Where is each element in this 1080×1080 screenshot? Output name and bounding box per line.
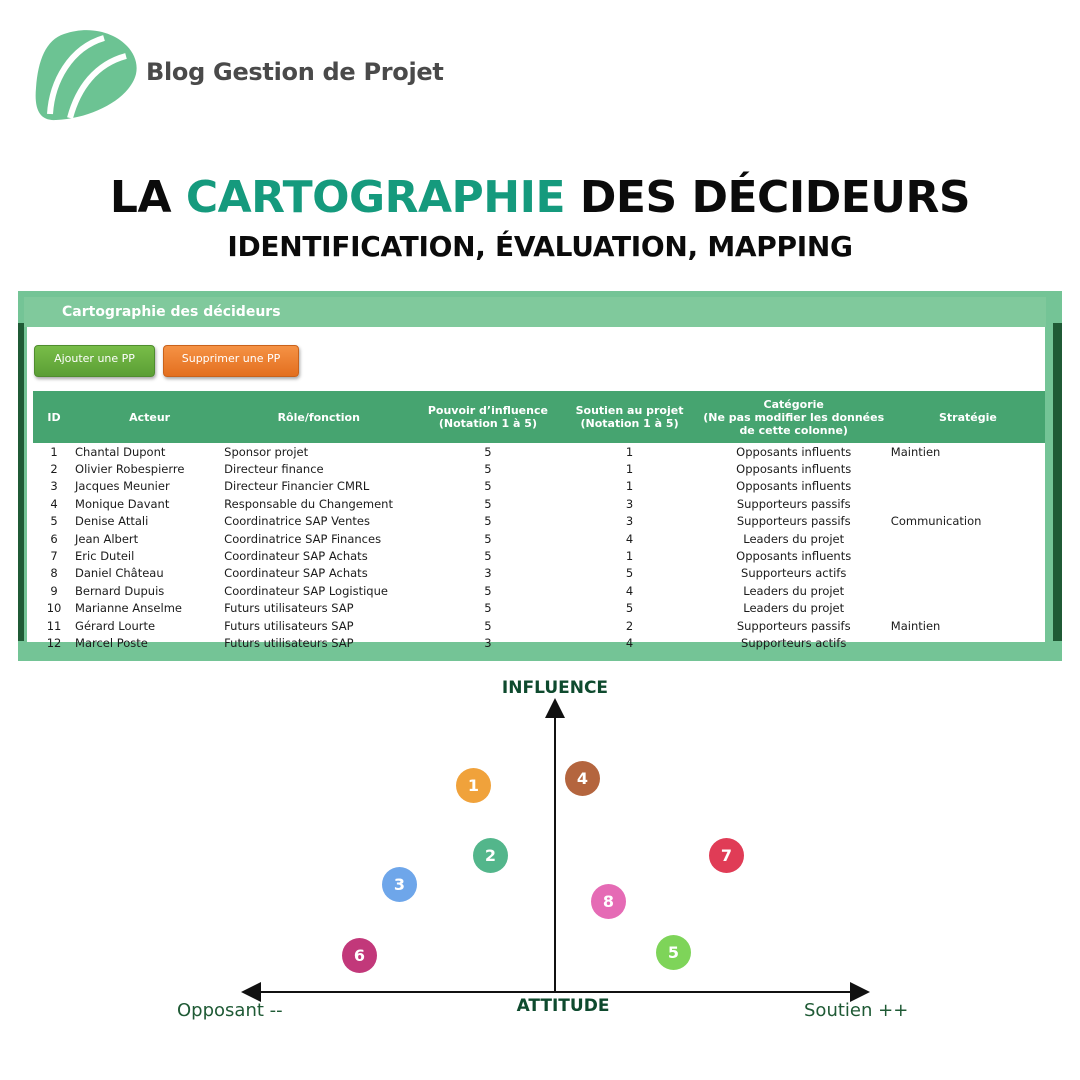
stakeholder-map <box>0 670 1080 1070</box>
table-row <box>33 634 1045 651</box>
cell-id: 9 <box>50 583 58 598</box>
cell-soutien: 2 <box>625 618 634 633</box>
cell-acteur: Marcel Poste <box>75 635 148 650</box>
cell-id: 7 <box>50 549 58 564</box>
cell-role: Coordinatrice SAP Finances <box>224 531 382 546</box>
col-header-acteur: Acteur <box>75 391 224 443</box>
cell-role: Directeur Financier CMRL <box>224 479 370 494</box>
map-point-2: 2 <box>473 838 508 873</box>
x-axis-label: ATTITUDE <box>516 996 610 1016</box>
title-part-2: DES DÉCIDEURS <box>579 172 971 223</box>
cell-soutien: 3 <box>625 496 634 511</box>
spreadsheet-panel <box>18 291 1062 661</box>
cell-soutien: 4 <box>625 531 634 546</box>
cell-role: Responsable du Changement <box>224 496 393 511</box>
cell-acteur: Monique Davant <box>75 496 170 511</box>
cell-pouvoir: 5 <box>484 531 492 546</box>
cell-strategie <box>891 565 1045 582</box>
cell-categorie: Supporteurs passifs <box>736 618 851 633</box>
cell-strategie: Maintien <box>890 618 941 633</box>
cell-id: 6 <box>50 531 58 546</box>
panel-edge-right <box>1053 323 1062 641</box>
cell-soutien: 1 <box>625 462 634 477</box>
table-header-row <box>33 391 1045 443</box>
table-row <box>33 443 1045 460</box>
cell-categorie: Leaders du projet <box>743 601 845 616</box>
cell-pouvoir: 5 <box>484 496 492 511</box>
table-row <box>33 600 1045 617</box>
cell-id: 12 <box>46 635 62 650</box>
panel-edge-left <box>18 323 24 641</box>
map-point-6: 6 <box>342 938 377 973</box>
cell-pouvoir: 5 <box>484 444 492 459</box>
col-header-categorie-line1: Catégorie <box>763 397 824 411</box>
col-header-pouvoir <box>413 391 562 443</box>
map-point-4: 4 <box>565 761 600 796</box>
col-header-soutien-line1: Soutien au projet <box>575 404 684 417</box>
cell-role: Futurs utilisateurs SAP <box>224 635 354 650</box>
cell-acteur: Denise Attali <box>75 514 149 529</box>
table-row <box>33 565 1045 582</box>
cell-role: Coordinateur SAP Achats <box>224 549 368 564</box>
cell-id: 11 <box>46 618 62 633</box>
cell-id: 10 <box>46 601 62 616</box>
cell-role: Coordinatrice SAP Ventes <box>224 514 370 529</box>
table-row <box>33 582 1045 599</box>
cell-strategie <box>891 478 1045 495</box>
cell-role: Coordinateur SAP Logistique <box>224 583 388 598</box>
cell-categorie: Leaders du projet <box>743 583 845 598</box>
cell-acteur: Marianne Anselme <box>75 601 182 616</box>
map-point-1: 1 <box>456 768 491 803</box>
cell-acteur: Olivier Robespierre <box>75 462 185 477</box>
cell-categorie: Supporteurs passifs <box>736 514 851 529</box>
cell-acteur: Bernard Dupuis <box>75 583 165 598</box>
table-row <box>33 495 1045 512</box>
col-header-categorie-line3: de cette colonne) <box>739 423 848 437</box>
table-row <box>33 513 1045 530</box>
cell-soutien: 5 <box>625 566 634 581</box>
cell-categorie: Opposants influents <box>736 462 852 477</box>
cell-pouvoir: 5 <box>484 479 492 494</box>
cell-role: Coordinateur SAP Achats <box>224 566 368 581</box>
blog-logo-icon <box>34 26 144 124</box>
cell-acteur: Jean Albert <box>75 531 139 546</box>
cell-soutien: 5 <box>625 601 634 616</box>
add-stakeholder-button[interactable]: Ajouter une PP <box>34 345 155 377</box>
cell-categorie: Opposants influents <box>736 479 852 494</box>
cell-pouvoir: 5 <box>484 618 492 633</box>
page-subtitle: IDENTIFICATION, ÉVALUATION, MAPPING <box>227 230 853 263</box>
cell-pouvoir: 5 <box>484 549 492 564</box>
cell-id: 8 <box>50 566 58 581</box>
cell-pouvoir: 5 <box>484 601 492 616</box>
x-axis-left-label: Opposant -- <box>177 1000 283 1021</box>
cell-strategie: Maintien <box>890 444 941 459</box>
title-accent: CARTOGRAPHIE <box>185 172 566 223</box>
cell-acteur: Jacques Meunier <box>75 479 170 494</box>
table-row <box>33 617 1045 634</box>
cell-role: Futurs utilisateurs SAP <box>224 601 354 616</box>
cell-soutien: 4 <box>625 583 634 598</box>
cell-id: 1 <box>50 444 58 459</box>
cell-acteur: Gérard Lourte <box>75 618 156 633</box>
cell-strategie <box>891 530 1045 547</box>
map-point-3: 3 <box>382 867 417 902</box>
cell-strategie <box>891 495 1045 512</box>
cell-id: 4 <box>50 496 58 511</box>
cell-role: Directeur finance <box>224 462 324 477</box>
col-header-pouvoir-line1: Pouvoir d’influence <box>427 404 548 417</box>
cell-strategie <box>891 634 1045 651</box>
cell-strategie <box>891 460 1045 477</box>
cell-role: Futurs utilisateurs SAP <box>224 618 354 633</box>
cell-strategie <box>891 547 1045 564</box>
table-row <box>33 478 1045 495</box>
delete-stakeholder-button[interactable]: Supprimer une PP <box>163 345 299 377</box>
col-header-pouvoir-line2: (Notation 1 à 5) <box>438 417 537 430</box>
col-header-soutien <box>562 391 696 443</box>
cell-role: Sponsor projet <box>224 444 309 459</box>
cell-pouvoir: 5 <box>484 583 492 598</box>
col-header-strategie: Stratégie <box>891 391 1045 443</box>
cell-soutien: 4 <box>625 635 634 650</box>
cell-soutien: 3 <box>625 514 634 529</box>
brand-name: Blog Gestion de Projet <box>146 58 444 86</box>
cell-pouvoir: 5 <box>484 462 492 477</box>
sheet-title: Cartographie des décideurs <box>24 297 1046 327</box>
cell-pouvoir: 5 <box>484 514 492 529</box>
cell-acteur: Eric Duteil <box>75 549 135 564</box>
cell-strategie: Communication <box>890 514 982 529</box>
cell-soutien: 1 <box>625 549 634 564</box>
cell-id: 3 <box>50 479 58 494</box>
cell-acteur: Chantal Dupont <box>75 444 166 459</box>
cell-categorie: Supporteurs actifs <box>741 635 847 650</box>
map-point-5: 5 <box>656 935 691 970</box>
cell-categorie: Leaders du projet <box>743 531 845 546</box>
table-row <box>33 460 1045 477</box>
cell-categorie: Opposants influents <box>736 549 852 564</box>
col-header-id: ID <box>33 391 75 443</box>
y-axis-label: INFLUENCE <box>501 678 609 698</box>
map-point-7: 7 <box>709 838 744 873</box>
cell-categorie: Supporteurs actifs <box>741 566 847 581</box>
cell-categorie: Supporteurs passifs <box>736 496 851 511</box>
cell-id: 5 <box>50 514 58 529</box>
cell-categorie: Opposants influents <box>736 444 852 459</box>
cell-pouvoir: 3 <box>484 566 492 581</box>
cell-pouvoir: 3 <box>484 635 492 650</box>
table-row <box>33 530 1045 547</box>
cell-strategie <box>891 582 1045 599</box>
cell-soutien: 1 <box>625 444 634 459</box>
map-point-8: 8 <box>591 884 626 919</box>
col-header-categorie-line2: (Ne pas modifier les données <box>703 410 885 424</box>
stakeholder-table <box>33 391 1045 652</box>
x-axis-right-label: Soutien ++ <box>804 1000 909 1021</box>
table-row <box>33 547 1045 564</box>
cell-soutien: 1 <box>625 479 634 494</box>
title-part-1: LA <box>109 172 171 223</box>
cell-id: 2 <box>50 462 58 477</box>
page-title <box>0 172 1080 223</box>
cell-strategie <box>891 600 1045 617</box>
col-header-soutien-line2: (Notation 1 à 5) <box>580 417 679 430</box>
col-header-categorie <box>697 391 891 443</box>
cell-acteur: Daniel Château <box>75 566 164 581</box>
col-header-role: Rôle/fonction <box>224 391 413 443</box>
